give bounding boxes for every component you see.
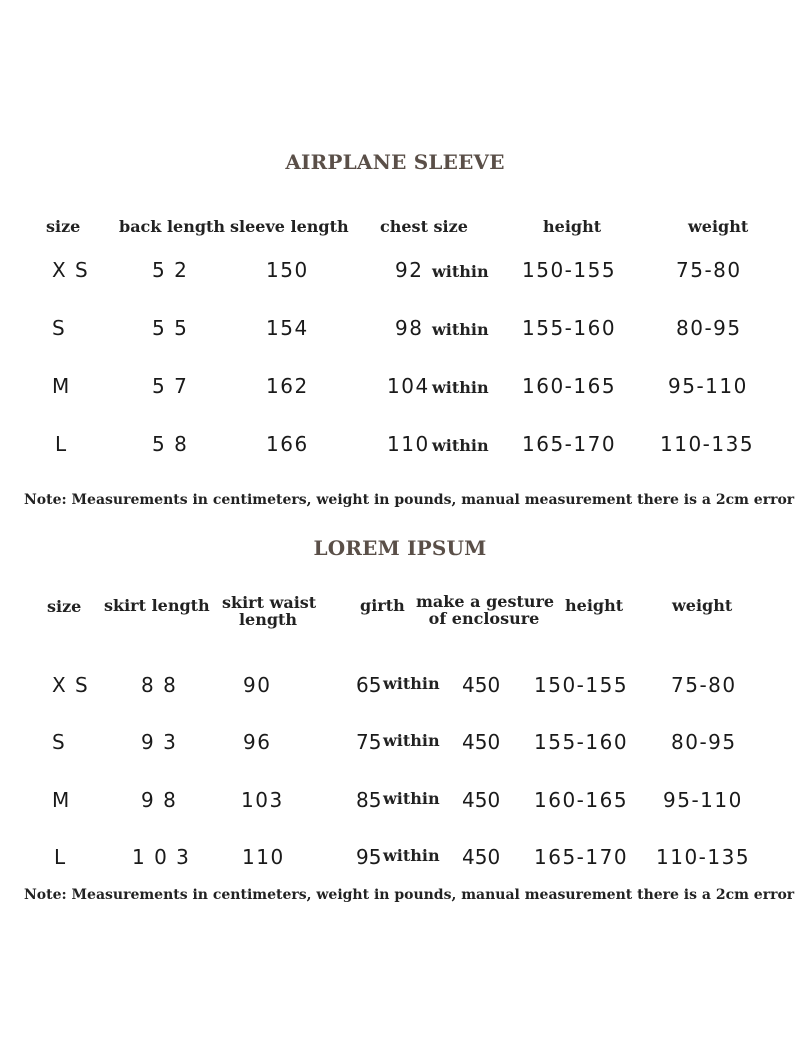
t2-cell-skirt-length: 1 0 3 <box>132 845 191 869</box>
t1-cell-within: within <box>432 378 489 397</box>
t2-cell-weight: 110-135 <box>656 845 751 869</box>
t2-header-skirt-waist-length <box>222 593 317 629</box>
t1-cell-size: S <box>52 316 67 340</box>
table1-note: Note: Measurements in centimeters, weight in pounds, manual measurement there is a 2cm error <box>24 492 795 508</box>
t1-cell-back-length: 5 5 <box>152 316 189 340</box>
t1-cell-height: 165-170 <box>522 432 617 456</box>
t2-cell-skirt-length: 9 8 <box>141 788 178 812</box>
t1-cell-within: within <box>432 320 489 339</box>
t2-cell-skirt-waist-length: 90 <box>243 673 272 697</box>
t1-cell-sleeve-length: 166 <box>266 432 309 456</box>
t1-cell-back-length: 5 2 <box>152 258 189 282</box>
t1-cell-within: within <box>432 436 489 455</box>
t2-header-skirt-length: skirt length <box>104 596 210 615</box>
t2-cell-size: L <box>54 845 67 869</box>
t1-cell-chest-size: 92 <box>395 258 424 282</box>
t1-cell-within: within <box>432 262 489 281</box>
t1-cell-weight: 80-95 <box>676 316 742 340</box>
t2-cell-height: 150-155 <box>534 673 629 697</box>
t2-header-skirt-waist-line1: skirt waist <box>222 593 317 612</box>
t2-header-skirt-waist-line2: length <box>238 610 298 629</box>
t1-cell-sleeve-length: 154 <box>266 316 309 340</box>
t1-cell-back-length: 5 8 <box>152 432 189 456</box>
t1-header-sleeve-length: sleeve length <box>230 217 349 236</box>
t1-header-height: height <box>543 217 602 236</box>
t2-cell-girth: 95 <box>356 845 382 869</box>
t2-cell-weight: 80-95 <box>671 730 737 754</box>
t1-cell-back-length: 5 7 <box>152 374 189 398</box>
t2-cell-weight: 95-110 <box>663 788 743 812</box>
t2-cell-within: within <box>383 731 440 750</box>
t1-cell-weight: 110-135 <box>660 432 755 456</box>
t2-header-gesture-enclosure <box>416 592 555 628</box>
t2-cell-within: within <box>383 674 440 693</box>
t2-cell-skirt-waist-length: 103 <box>241 788 284 812</box>
t2-cell-gesture-enclosure: 450 <box>462 730 501 754</box>
t1-cell-size: M <box>52 374 71 398</box>
t2-cell-height: 155-160 <box>534 730 629 754</box>
t2-cell-within: within <box>383 789 440 808</box>
t2-cell-gesture-enclosure: 450 <box>462 673 501 697</box>
t1-cell-height: 155-160 <box>522 316 617 340</box>
t2-cell-girth: 65 <box>356 673 382 697</box>
t2-cell-size: M <box>52 788 71 812</box>
t2-cell-skirt-waist-length: 96 <box>243 730 272 754</box>
table2-note: Note: Measurements in centimeters, weight in pounds, manual measurement there is a 2cm error <box>24 887 795 903</box>
t1-header-chest-size: chest size <box>380 217 468 236</box>
t1-cell-chest-size: 98 <box>395 316 424 340</box>
t1-cell-sleeve-length: 150 <box>266 258 309 282</box>
t1-cell-size: L <box>55 432 68 456</box>
t2-cell-gesture-enclosure: 450 <box>462 788 501 812</box>
t1-cell-height: 150-155 <box>522 258 617 282</box>
t2-cell-size: X S <box>52 673 90 697</box>
t1-cell-sleeve-length: 162 <box>266 374 309 398</box>
t2-cell-height: 165-170 <box>534 845 629 869</box>
table2-title: LOREM IPSUM <box>313 536 487 560</box>
t1-cell-weight: 95-110 <box>668 374 748 398</box>
t2-cell-height: 160-165 <box>534 788 629 812</box>
t1-header-size: size <box>46 217 81 236</box>
t1-cell-chest-size: 104 <box>387 374 430 398</box>
t2-header-gesture-line1: make a gesture <box>416 592 555 611</box>
t2-cell-skirt-length: 8 8 <box>141 673 178 697</box>
t2-header-size: size <box>47 597 82 616</box>
t1-cell-weight: 75-80 <box>676 258 742 282</box>
t2-header-girth: girth <box>360 596 405 615</box>
table1-title: AIRPLANE SLEEVE <box>285 150 505 174</box>
t2-cell-girth: 85 <box>356 788 382 812</box>
t2-cell-size: S <box>52 730 67 754</box>
t1-cell-size: X S <box>52 258 90 282</box>
t1-header-back-length: back length <box>119 217 226 236</box>
t2-cell-skirt-length: 9 3 <box>141 730 178 754</box>
t2-cell-skirt-waist-length: 110 <box>242 845 285 869</box>
t2-cell-weight: 75-80 <box>671 673 737 697</box>
t1-cell-height: 160-165 <box>522 374 617 398</box>
t2-cell-girth: 75 <box>356 730 382 754</box>
t2-cell-within: within <box>383 846 440 865</box>
t2-header-gesture-line2: of enclosure <box>428 609 540 628</box>
t2-header-height: height <box>565 596 624 615</box>
t2-header-weight: weight <box>672 596 733 615</box>
t2-cell-gesture-enclosure: 450 <box>462 845 501 869</box>
t1-cell-chest-size: 110 <box>387 432 430 456</box>
t1-header-weight: weight <box>688 217 749 236</box>
